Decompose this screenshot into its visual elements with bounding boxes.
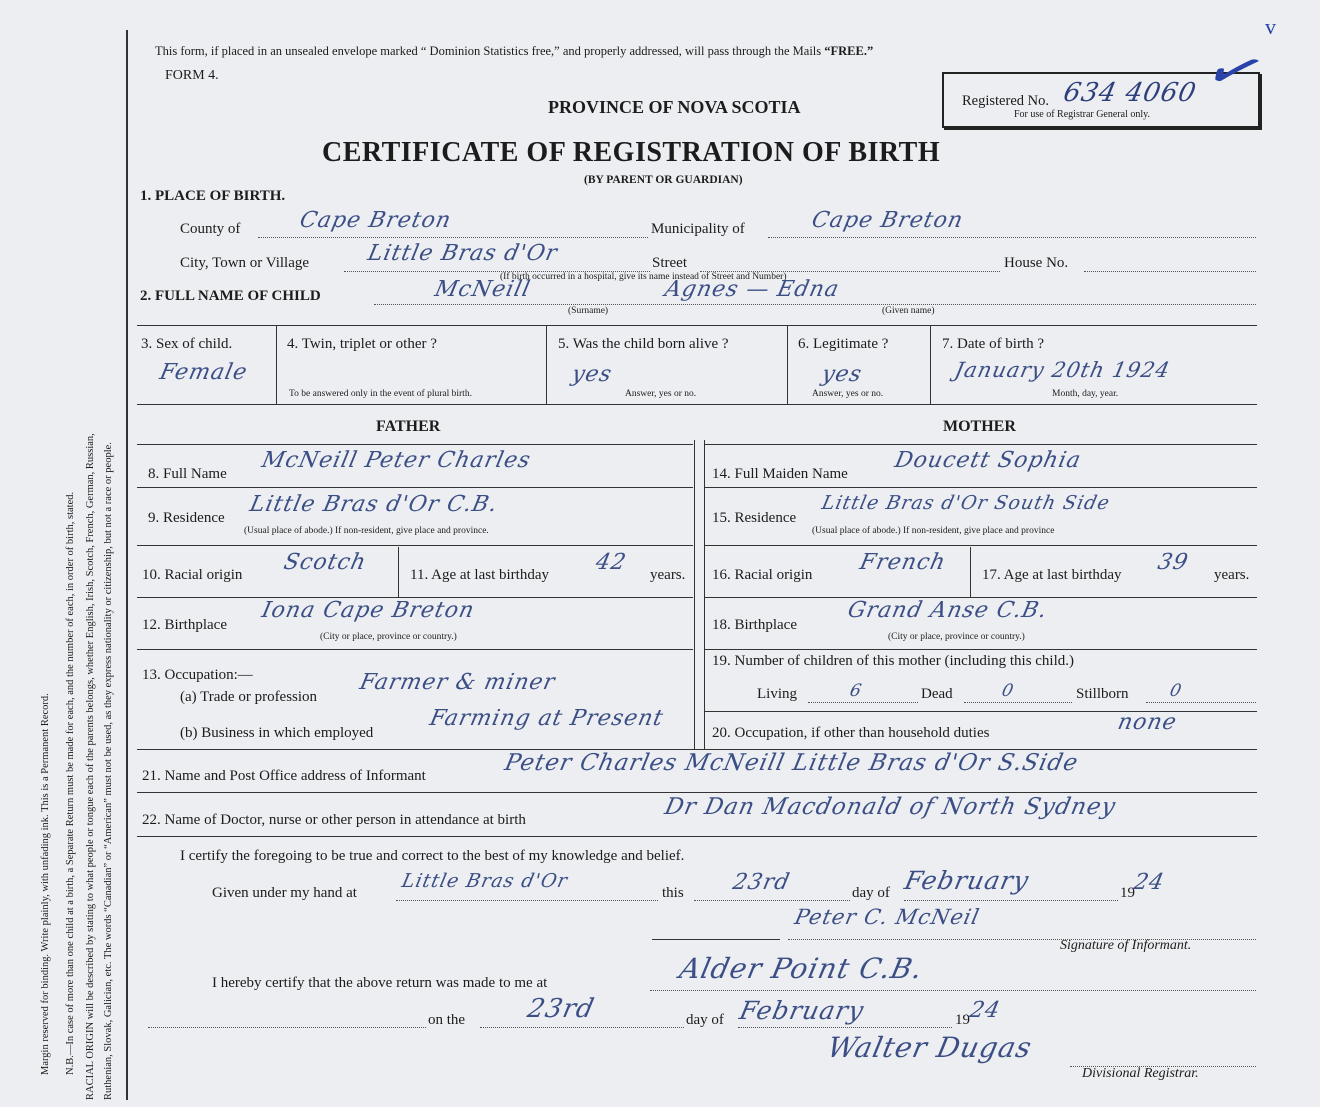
registrar-signature: Walter Dugas <box>824 1031 1036 1064</box>
certify-statement: I certify the foregoing to be true and correct to the best of my knowledge and belief. <box>180 848 685 864</box>
registered-number: 634 4060 <box>1060 78 1200 108</box>
alive-caption: Answer, yes or no. <box>625 389 697 399</box>
margin-note-binding: Margin reserved for binding. Write plainly, with unfading ink. This is a Permanent Record. <box>40 693 51 1075</box>
father-race-divider <box>398 547 399 597</box>
mother-age: 39 <box>1155 550 1191 575</box>
father-birthplace-label: 12. Birthplace <box>142 617 227 633</box>
stillborn-value: 0 <box>1167 681 1185 701</box>
registrar-place-line <box>650 990 1256 991</box>
father-row-rule-4 <box>137 649 693 650</box>
certify-year: 24 <box>1131 870 1167 895</box>
registrar-year: 24 <box>967 998 1003 1023</box>
on-the-leading-line <box>148 1027 426 1028</box>
mail-notice: This form, if placed in an unsealed envelope marked “ Dominion Statistics free,” and properly addressed, will pass through the Mails “FREE.” <box>155 44 874 58</box>
legitimate-caption: Answer, yes or no. <box>812 389 884 399</box>
father-birthplace-caption: (City or place, province or country.) <box>320 632 457 642</box>
father-age-label: 11. Age at last birthday <box>410 567 549 583</box>
doctor-value: Dr Dan Macdonald of North Sydney <box>662 794 1119 820</box>
father-residence-label: 9. Residence <box>148 510 225 526</box>
hospital-note: (If birth occurred in a hospital, give its name instead of Street and Number) <box>500 272 787 282</box>
sex-value: Female <box>157 360 250 385</box>
mother-race-divider <box>970 547 971 597</box>
living-value: 6 <box>847 681 865 701</box>
certificate-subtitle: (BY PARENT OR GUARDIAN) <box>584 174 743 186</box>
margin-note-nb: N.B.—In case of more than one child at a birth, a Separate Return must be made for each, and the number of each, in order of birth, stated. <box>65 491 76 1075</box>
corner-mark: v <box>1265 14 1276 39</box>
mother-birthplace-caption: (City or place, province or country.) <box>888 632 1025 642</box>
father-row-rule-2 <box>137 545 693 546</box>
father-birthplace: Iona Cape Breton <box>259 598 477 623</box>
registrar-caption: Divisional Registrar. <box>1082 1066 1199 1081</box>
mother-row-rule-4 <box>705 649 1257 650</box>
sex-label: 3. Sex of child. <box>141 336 233 352</box>
city-value: Little Bras d'Or <box>365 241 560 266</box>
place-of-birth-label: 1. PLACE OF BIRTH. <box>140 188 286 204</box>
given-place-line <box>396 900 658 901</box>
twin-label: 4. Twin, triplet or other ? <box>287 336 437 352</box>
row-divider-certify <box>137 836 1257 837</box>
day-of-label: day of <box>852 885 890 901</box>
date-of-birth-caption: Month, day, year. <box>1052 389 1119 399</box>
mother-age-label: 17. Age at last birthday <box>982 567 1122 583</box>
row-divider-bottom <box>137 404 1257 405</box>
father-row-rule-1 <box>137 487 693 488</box>
county-value: Cape Breton <box>297 208 454 233</box>
dead-value: 0 <box>999 681 1017 701</box>
municipality-label: Municipality of <box>651 221 745 237</box>
row-divider-22 <box>137 792 1257 793</box>
registrar-use-note: For use of Registrar General only. <box>1014 109 1150 120</box>
certify-day-line <box>694 900 850 901</box>
col-divider-1 <box>276 325 277 404</box>
registrar-place: Alder Point C.B. <box>676 952 927 985</box>
street-label: Street <box>652 255 687 271</box>
father-age: 42 <box>593 550 629 575</box>
father-race: Scotch <box>281 550 369 575</box>
alive-value: yes <box>569 362 615 387</box>
col-divider-4 <box>930 325 931 404</box>
this-label: this <box>662 885 684 901</box>
registered-label: Registered No. <box>962 93 1049 109</box>
certify-day: 23rd <box>730 870 793 895</box>
father-abode-caption: (Usual place of abode.) If non-resident, give place and province. <box>244 526 489 536</box>
col-divider-3 <box>787 325 788 404</box>
check-mark: ✓ <box>1195 28 1266 112</box>
children-count-label: 19. Number of children of this mother (including this child.) <box>712 653 1075 669</box>
informant-label: 21. Name and Post Office address of Informant <box>142 768 426 784</box>
child-name-line <box>374 304 1256 305</box>
occupation-label: 13. Occupation:— <box>142 667 253 683</box>
father-heading: FATHER <box>376 418 441 435</box>
trade-label: (a) Trade or profession <box>180 689 318 705</box>
row-divider-top <box>137 325 1257 326</box>
mail-free-label: “FREE.” <box>824 44 874 58</box>
father-name: McNeill Peter Charles <box>259 448 534 473</box>
mother-birthplace: Grand Anse C.B. <box>845 598 1050 623</box>
informant-value: Peter Charles McNeill Little Bras d'Or S.Side <box>502 750 1081 776</box>
stillborn-line <box>1146 702 1256 703</box>
child-surname: McNeill <box>432 277 533 302</box>
father-heading-rule <box>137 444 693 445</box>
margin-note-racial-origin: RACIAL ORIGIN will be described by stating to what people or tongue each of the parents belongs, whether English, Irish, Scotch, French, German, Russian, <box>85 433 96 1100</box>
house-number-label: House No. <box>1004 255 1069 271</box>
given-under-label: Given under my hand at <box>212 885 357 901</box>
mother-residence: Little Bras d'Or South Side <box>819 492 1113 514</box>
registrar-day-line <box>480 1027 684 1028</box>
certificate-title: CERTIFICATE OF REGISTRATION OF BIRTH <box>322 137 941 168</box>
father-name-label: 8. Full Name <box>148 466 227 482</box>
county-label: County of <box>180 221 241 237</box>
alive-label: 5. Was the child born alive ? <box>558 336 729 352</box>
registrar-month: February <box>736 996 867 1025</box>
informant-signature: Peter C. McNeil <box>792 905 983 929</box>
father-years-label: years. <box>650 567 686 583</box>
child-name-label: 2. FULL NAME OF CHILD <box>140 288 321 304</box>
doctor-label: 22. Name of Doctor, nurse or other person in attendance at birth <box>142 812 526 828</box>
municipality-line <box>768 237 1256 238</box>
trade-value: Farmer & miner <box>357 670 558 695</box>
dead-label: Dead <box>921 686 953 702</box>
mother-name-label: 14. Full Maiden Name <box>712 466 848 482</box>
mother-abode-caption: (Usual place of abode.) If non-resident, give place and province <box>812 526 1055 536</box>
father-residence: Little Bras d'Or C.B. <box>247 492 501 517</box>
business-value: Farming at Present <box>427 706 666 731</box>
county-line <box>258 237 648 238</box>
province-heading: PROVINCE OF NOVA SCOTIA <box>548 97 801 117</box>
mother-name: Doucett Sophia <box>892 448 1084 473</box>
father-race-label: 10. Racial origin <box>142 567 243 583</box>
mother-heading-rule <box>705 444 1257 445</box>
date-of-birth-value: January 20th 1924 <box>952 358 1173 382</box>
date-of-birth-label: 7. Date of birth ? <box>942 336 1045 352</box>
certify-month-line <box>904 900 1118 901</box>
margin-note-racial-origin-2: Ruthenian, Slovak, Galician, etc. The words “Canadian” or “American” must not be used, as they express nationality or citizenship, but not a race or people. <box>103 442 114 1100</box>
given-name-caption: (Given name) <box>882 306 935 316</box>
mother-race: French <box>857 550 949 575</box>
registrar-day-of-label: day of <box>686 1012 724 1028</box>
city-label: City, Town or Village <box>180 255 310 271</box>
legitimate-label: 6. Legitimate ? <box>798 336 889 352</box>
signature-separator <box>652 939 780 940</box>
mother-heading: MOTHER <box>943 418 1016 435</box>
given-place: Little Bras d'Or <box>399 870 570 892</box>
house-number-line <box>1084 271 1256 272</box>
mother-occupation-label: 20. Occupation, if other than household duties <box>712 725 990 741</box>
stillborn-label: Stillborn <box>1076 686 1129 702</box>
mother-race-label: 16. Racial origin <box>712 567 813 583</box>
registrar-year-prefix: 19 <box>955 1012 970 1028</box>
registrar-day: 23rd <box>524 994 598 1024</box>
dead-line <box>964 702 1072 703</box>
twin-caption: To be answered only in the event of plural birth. <box>289 389 472 399</box>
signature-caption: Signature of Informant. <box>1060 938 1192 953</box>
mother-residence-label: 15. Residence <box>712 510 797 526</box>
mother-occupation: none <box>1115 710 1180 735</box>
on-the-label: on the <box>428 1012 466 1028</box>
living-line <box>808 702 918 703</box>
surname-caption: (Surname) <box>568 306 609 316</box>
registrar-statement: I hereby certify that the above return was made to me at <box>212 975 548 991</box>
business-label: (b) Business in which employed <box>180 725 374 741</box>
parents-divider-1 <box>694 440 695 750</box>
certify-year-prefix: 19 <box>1120 885 1135 901</box>
col-divider-2 <box>546 325 547 404</box>
form-number: FORM 4. <box>165 68 219 83</box>
margin-rule <box>126 30 128 1100</box>
child-given-name: Agnes — Edna <box>662 277 842 302</box>
mother-years-label: years. <box>1214 567 1250 583</box>
mother-row-rule-1 <box>705 487 1257 488</box>
living-label: Living <box>757 686 797 702</box>
mother-row-rule-2 <box>705 545 1257 546</box>
municipality-value: Cape Breton <box>809 208 966 233</box>
registrar-month-line <box>738 1027 952 1028</box>
legitimate-value: yes <box>819 362 865 387</box>
mother-birthplace-label: 18. Birthplace <box>712 617 797 633</box>
certify-month: February <box>901 866 1032 895</box>
